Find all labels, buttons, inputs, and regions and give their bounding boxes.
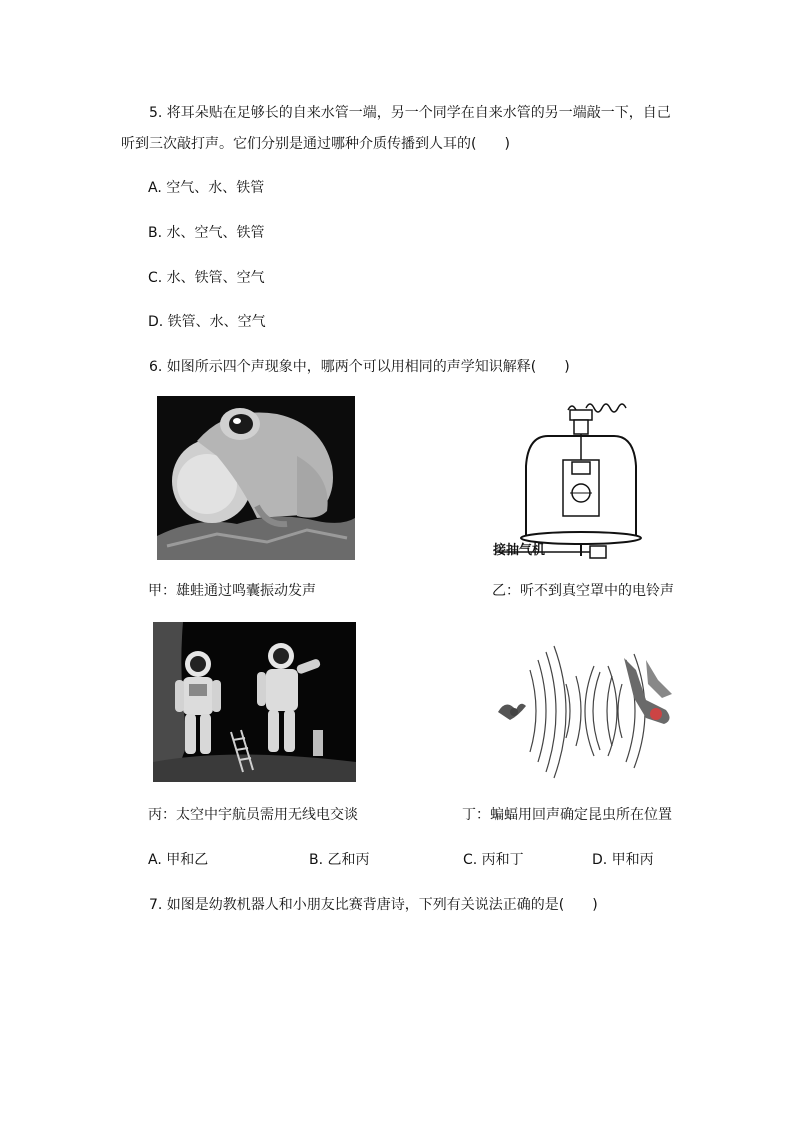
q5-option-c: C. 水、铁管、空气: [148, 270, 265, 286]
q6-option-d: D. 甲和丙: [592, 852, 654, 868]
caption-yi: 乙：听不到真空罩中的电铃声: [492, 583, 674, 599]
q5-option-a: A. 空气、水、铁管: [148, 180, 265, 196]
pump-label: 接抽气机: [493, 543, 546, 558]
caption-ding: 丁：蝙蝠用回声确定昆虫所在位置: [462, 807, 672, 823]
q6-option-a: A. 甲和乙: [148, 852, 209, 868]
q7-stem: 7. 如图是幼教机器人和小朋友比赛背唐诗，下列有关说法正确的是( ): [149, 897, 598, 913]
q6-option-b: B. 乙和丙: [309, 852, 370, 868]
bat-echolocation-diagram: [496, 640, 680, 782]
astronauts-photo: [153, 622, 356, 782]
caption-jia: 甲：雄蛙通过鸣囊振动发声: [148, 583, 316, 599]
caption-bing: 丙：太空中宇航员需用无线电交谈: [148, 807, 358, 823]
q6-stem: 6. 如图所示四个声现象中，哪两个可以用相同的声学知识解释( ): [149, 359, 570, 375]
q5-stem-line1: 5. 将耳朵贴在足够长的自来水管一端，另一个同学在自来水管的另一端敲一下，自己: [149, 105, 671, 121]
q5-option-d: D. 铁管、水、空气: [148, 314, 266, 330]
q5-stem-line2: 听到三次敲打声。它们分别是通过哪种介质传播到人耳的( ): [121, 136, 510, 152]
bell-jar-diagram: [488, 396, 646, 560]
q5-option-b: B. 水、空气、铁管: [148, 225, 265, 241]
q6-option-c: C. 丙和丁: [463, 852, 524, 868]
frog-photo: [157, 396, 355, 560]
